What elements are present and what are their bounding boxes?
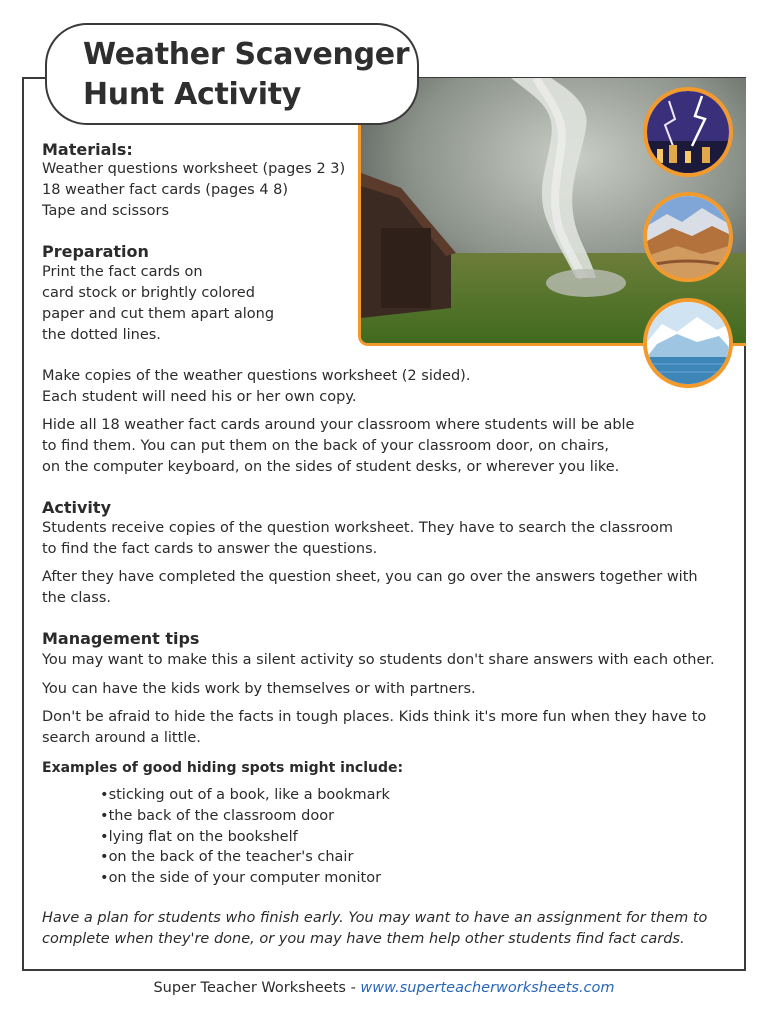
paragraph-line: complete when they're done, or you may have them help other students find fact cards. xyxy=(42,931,685,947)
preparation-paragraph-copies xyxy=(42,366,470,408)
desert-image xyxy=(643,192,733,282)
preparation-text xyxy=(42,262,274,346)
paragraph-line: Make copies of the weather questions worksheet (2 sided). xyxy=(42,368,471,384)
paragraph-line: on the computer keyboard, on the sides of student desks, or wherever you like. xyxy=(42,459,620,475)
paragraph-line: Hide all 18 weather fact cards around your classroom where students will be able xyxy=(42,417,635,433)
activity-paragraph-1 xyxy=(42,518,673,560)
activity-heading: Activity xyxy=(42,498,111,517)
activity-paragraph-2 xyxy=(42,567,698,609)
list-item: • on the side of your computer monitor xyxy=(100,868,390,889)
preparation-line: paper and cut them apart along xyxy=(42,306,275,322)
tip-partners: You can have the kids work by themselves or with partners. xyxy=(42,681,476,697)
footer xyxy=(0,980,768,996)
footer-link[interactable]: www.superteacherworksheets.com xyxy=(360,980,615,996)
preparation-line: card stock or brightly colored xyxy=(42,285,255,301)
preparation-heading: Preparation xyxy=(42,242,149,261)
iceberg-image xyxy=(643,298,733,388)
paragraph-line: Students receive copies of the question worksheet. They have to search the classroom xyxy=(42,520,674,536)
paragraph-line: to find the fact cards to answer the questions. xyxy=(42,541,378,557)
paragraph-line: Have a plan for students who finish early. You may want to have an assignment for them to xyxy=(42,910,708,926)
list-item: • the back of the classroom door xyxy=(100,806,390,827)
footer-label: Super Teacher Worksheets - xyxy=(153,980,361,996)
list-item: • lying flat on the bookshelf xyxy=(100,827,390,848)
title-banner xyxy=(45,23,419,125)
preparation-line: the dotted lines. xyxy=(42,327,161,343)
tip-tough-places xyxy=(42,707,706,749)
materials-item: 18 weather fact cards (pages 4 8) xyxy=(42,182,289,198)
preparation-line: Print the fact cards on xyxy=(42,264,203,280)
list-item: • sticking out of a book, like a bookmark xyxy=(100,785,390,806)
paragraph-line: After they have completed the question sheet, you can go over the answers together with xyxy=(42,569,698,585)
examples-heading: Examples of good hiding spots might include: xyxy=(42,760,404,776)
preparation-paragraph-hide xyxy=(42,415,634,478)
materials-list xyxy=(42,159,345,222)
title-line-2: Hunt Activity xyxy=(83,77,302,112)
title-line-1: Weather Scavenger xyxy=(83,37,410,72)
paragraph-line: to find them. You can put them on the back of your classroom door, on chairs, xyxy=(42,438,609,454)
paragraph-line: the class. xyxy=(42,590,112,606)
paragraph-line: search around a little. xyxy=(42,730,201,746)
materials-heading: Materials: xyxy=(42,140,133,159)
lightning-image xyxy=(643,87,733,177)
management-heading: Management tips xyxy=(42,629,200,648)
materials-item: Weather questions worksheet (pages 2 3) xyxy=(42,161,346,177)
page-title xyxy=(83,35,409,115)
list-item: • on the back of the teacher's chair xyxy=(100,847,390,868)
hiding-spots-list xyxy=(100,785,390,889)
closing-note xyxy=(42,908,707,950)
paragraph-line: Each student will need his or her own copy. xyxy=(42,389,357,405)
paragraph-line: Don't be afraid to hide the facts in tough places. Kids think it's more fun when they have to xyxy=(42,709,707,725)
materials-item: Tape and scissors xyxy=(42,203,170,219)
tip-silent: You may want to make this a silent activity so students don't share answers with each other. xyxy=(42,652,715,668)
